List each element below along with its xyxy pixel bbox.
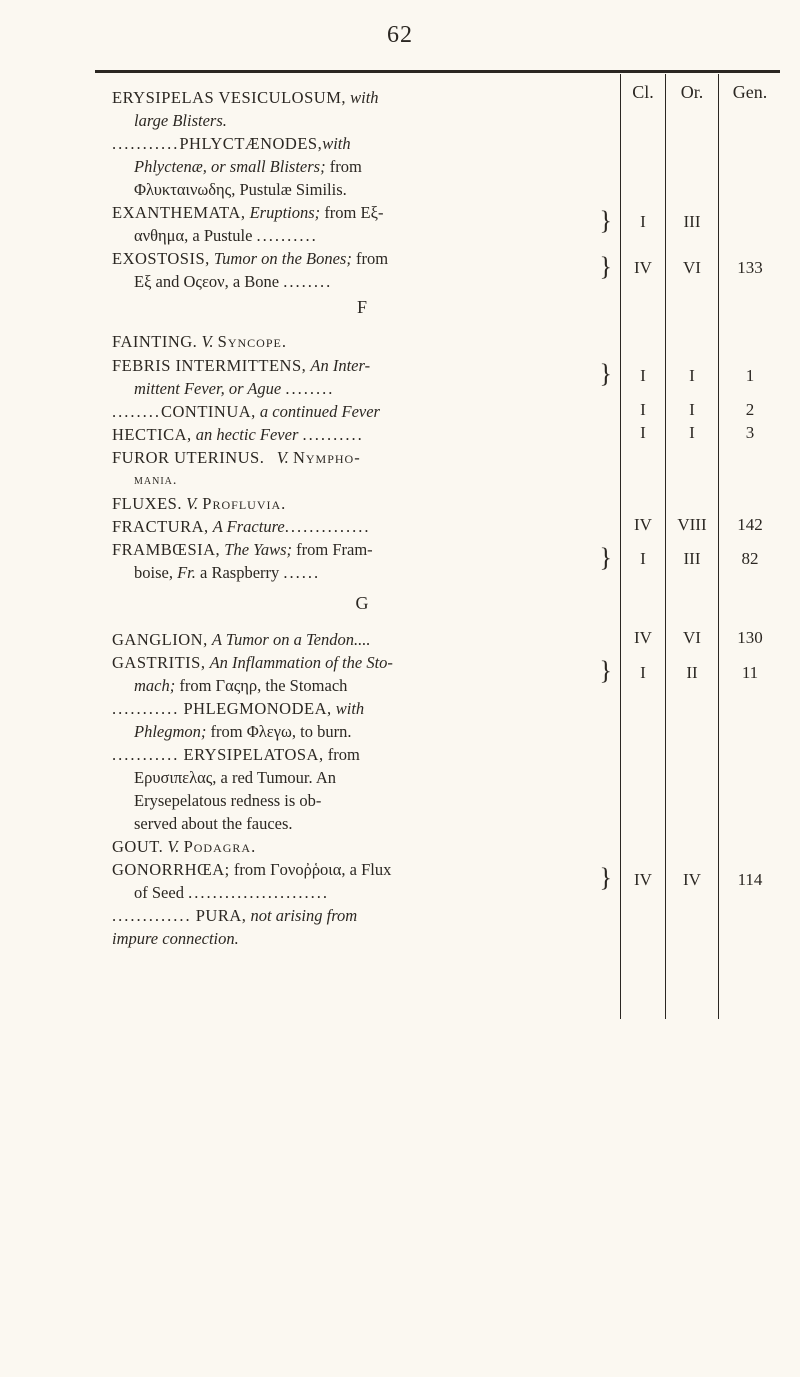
entry-text: Fr.	[177, 563, 196, 582]
entry-term: FEBRIS INTERMITTENS,	[112, 356, 307, 375]
entry-term: PURA,	[195, 906, 247, 925]
brace-glyph: }	[599, 252, 612, 281]
entry-term: EXANTHEMATA,	[112, 203, 246, 222]
cell-order: II	[686, 663, 698, 682]
cell-class: I	[640, 212, 646, 231]
entry-text: Ερυσιπελας, a red Tumour. An	[134, 768, 337, 787]
entry-term: HECTICA,	[112, 425, 192, 444]
entry-term: GOUT.	[112, 837, 164, 856]
brace-glyph: }	[599, 359, 612, 388]
entry-text: from Φλεγω, to burn.	[210, 722, 352, 741]
cell-genus: 130	[737, 628, 763, 647]
cell-class: IV	[634, 870, 652, 889]
cell-order: III	[683, 549, 701, 568]
entry-text: Nympho-	[292, 448, 361, 467]
entry-phlyctaenodes: ...........PHLYCTÆNODES,with Phlyctenæ, or small Blisters; from Φλυκταινωδης, Pustulæ Similis.	[112, 132, 612, 201]
entry-text: Profluvia.	[202, 494, 287, 513]
entry-text: Podagra.	[183, 837, 257, 856]
entry-term: FUROR UTERINUS.	[112, 448, 265, 467]
entry-text: from Γαςηρ, the Stomach	[179, 676, 348, 695]
column-header-class: Cl.	[632, 82, 654, 102]
entry-text: Syncope.	[217, 332, 287, 351]
entry-text: mittent Fever, or Ague	[134, 379, 282, 398]
page-number: 62	[387, 22, 413, 48]
entry-text: not arising from	[250, 906, 358, 925]
entry-text: A Tumor on a Tendon....	[211, 630, 371, 649]
entry-text: from Fram-	[296, 540, 373, 559]
cell-class: I	[640, 663, 646, 682]
cell-order: I	[689, 400, 695, 419]
cell-class: I	[640, 400, 646, 419]
cell-order: VIII	[677, 515, 707, 534]
entry-term: FRAMBŒSIA,	[112, 540, 221, 559]
entry-term: ERYSIPELAS VESICULOSUM,	[112, 88, 346, 107]
entry-text: Φλυκταινωδης, Pustulæ Similis.	[134, 180, 347, 199]
entry-text: large Blisters.	[134, 111, 227, 130]
cell-class: I	[640, 366, 646, 385]
cell-genus: 82	[741, 549, 759, 568]
entry-text: impure connection.	[112, 929, 239, 948]
cell-order: I	[689, 423, 695, 442]
entry-exanthemata: EXANTHEMATA, Eruptions; from Εξ- ανθημα, a Pustule .......... }	[112, 203, 612, 245]
column-header-order: Or.	[680, 82, 704, 102]
entry-text: Phlyctenæ, or small Blisters;	[134, 157, 326, 176]
cell-genus: 11	[741, 663, 759, 682]
entry-term: GONORRHŒA;	[112, 860, 230, 879]
entry-phlegmonodea: ........... PHLEGMONODEA, with Phlegmon; from Φλεγω, to burn.	[112, 699, 365, 741]
entry-text: V.	[186, 494, 199, 513]
cell-genus: 3	[745, 423, 755, 442]
section-letter-g: G	[355, 593, 369, 613]
entry-text: Erysepelatous redness is ob-	[134, 791, 322, 810]
cell-order: VI	[683, 628, 701, 647]
entry-text: from Γονοῤῥοια, a Flux	[233, 860, 392, 879]
cell-genus: 1	[745, 366, 755, 385]
entry-erysipelatosa: ........... ERYSIPELATOSA, from Ερυσιπελας, a red Tumour. An Erysepelatous redness is ob- served about the fauces.	[112, 743, 612, 835]
entry-text: with	[322, 134, 351, 153]
entry-text: with	[335, 699, 365, 718]
entry-text: mach;	[134, 676, 176, 695]
cell-order: I	[689, 366, 695, 385]
entry-text: Phlegmon;	[134, 722, 207, 741]
entry-term: FLUXES.	[112, 494, 182, 513]
cell-class: IV	[634, 258, 652, 277]
entry-term: EXOSTOSIS,	[112, 249, 210, 268]
entry-febris-intermittens: FEBRIS INTERMITTENS, An Inter- mittent Fever, or Ague ........ }	[112, 356, 612, 398]
cell-class: I	[640, 423, 646, 442]
entry-exostosis: EXOSTOSIS, Tumor on the Bones; from Εξ and Οςεον, a Bone ........ }	[112, 249, 612, 291]
brace-glyph: }	[599, 863, 612, 892]
cell-genus: 133	[737, 258, 763, 277]
entry-text: ανθημα, a Pustule	[134, 226, 253, 245]
entry-gonorrhoea: GONORRHŒA; from Γονοῤῥοια, a Flux of Seed ....................... }	[112, 860, 612, 902]
entry-term: FAINTING.	[112, 332, 198, 351]
entry-term: GASTRITIS,	[112, 653, 206, 672]
entry-text: Tumor on the Bones;	[213, 249, 352, 268]
entry-term: PHLEGMONODEA,	[183, 699, 332, 718]
column-header-genus: Gen.	[732, 82, 768, 102]
entry-hectica: HECTICA, an hectic Fever ..........	[112, 425, 364, 444]
entry-text: V.	[167, 837, 180, 856]
entry-term: ERYSIPELATOSA,	[183, 745, 324, 764]
cell-genus: 142	[737, 515, 763, 534]
entry-text: Εξ and Οςεον, a Bone	[134, 272, 280, 291]
entry-text: served about the fauces.	[134, 814, 293, 833]
entry-framboesia: FRAMBŒSIA, The Yaws; from Fram- boise, Fr. a Raspberry ...... }	[112, 540, 612, 582]
entry-text: A Fracture	[212, 517, 285, 536]
brace-glyph: }	[599, 206, 612, 235]
entry-text: a continued Fever	[259, 402, 380, 421]
entry-text: The Yaws;	[224, 540, 293, 559]
entry-fluxes	[112, 492, 612, 515]
entry-fractura: FRACTURA, A Fracture..............	[112, 517, 371, 536]
entry-text: boise,	[134, 563, 173, 582]
cell-genus: 114	[737, 870, 763, 889]
entry-pura: ............. PURA, not arising from impure connection.	[112, 904, 612, 950]
entry-erysipelas-vesiculosum	[112, 86, 612, 132]
entry-term: PHLYCTÆNODES,	[179, 134, 323, 153]
entry-gastritis	[112, 651, 612, 697]
entry-gout	[112, 835, 612, 858]
entry-text: from	[329, 157, 362, 176]
entry-text: Eruptions;	[249, 203, 321, 222]
entry-text: An Inflammation of the Sto-	[209, 653, 393, 672]
entry-continua: ........CONTINUA, a continued Fever	[112, 402, 380, 421]
entry-text: from	[327, 745, 360, 764]
entry-text: mania.	[134, 473, 178, 488]
entry-text: from	[355, 249, 389, 268]
entry-ganglion	[112, 628, 612, 651]
entry-fainting	[112, 330, 612, 353]
entry-text: V.	[201, 332, 214, 351]
entry-text: An Inter-	[310, 356, 371, 375]
cell-genus: 2	[745, 400, 755, 419]
cell-order: VI	[683, 258, 701, 277]
entry-text: a Raspberry	[200, 563, 280, 582]
entry-term: FRACTURA,	[112, 517, 209, 536]
section-letter-f: F	[356, 297, 367, 317]
entry-text: of Seed	[134, 883, 184, 902]
entry-text: an hectic Fever	[195, 425, 299, 444]
cell-class: IV	[634, 515, 652, 534]
entry-text: from Εξ-	[324, 203, 384, 222]
entry-text: with	[350, 88, 379, 107]
cell-class: I	[640, 549, 646, 568]
entry-term: GANGLION,	[112, 630, 208, 649]
entry-furor-uterinus	[112, 446, 612, 492]
brace-glyph: }	[599, 656, 612, 685]
entry-term: CONTINUA,	[161, 402, 256, 421]
cell-order: IV	[683, 870, 701, 889]
cell-order: III	[683, 212, 701, 231]
cell-class: IV	[634, 628, 652, 647]
entry-text: V.	[276, 448, 289, 467]
brace-glyph: }	[599, 543, 612, 572]
